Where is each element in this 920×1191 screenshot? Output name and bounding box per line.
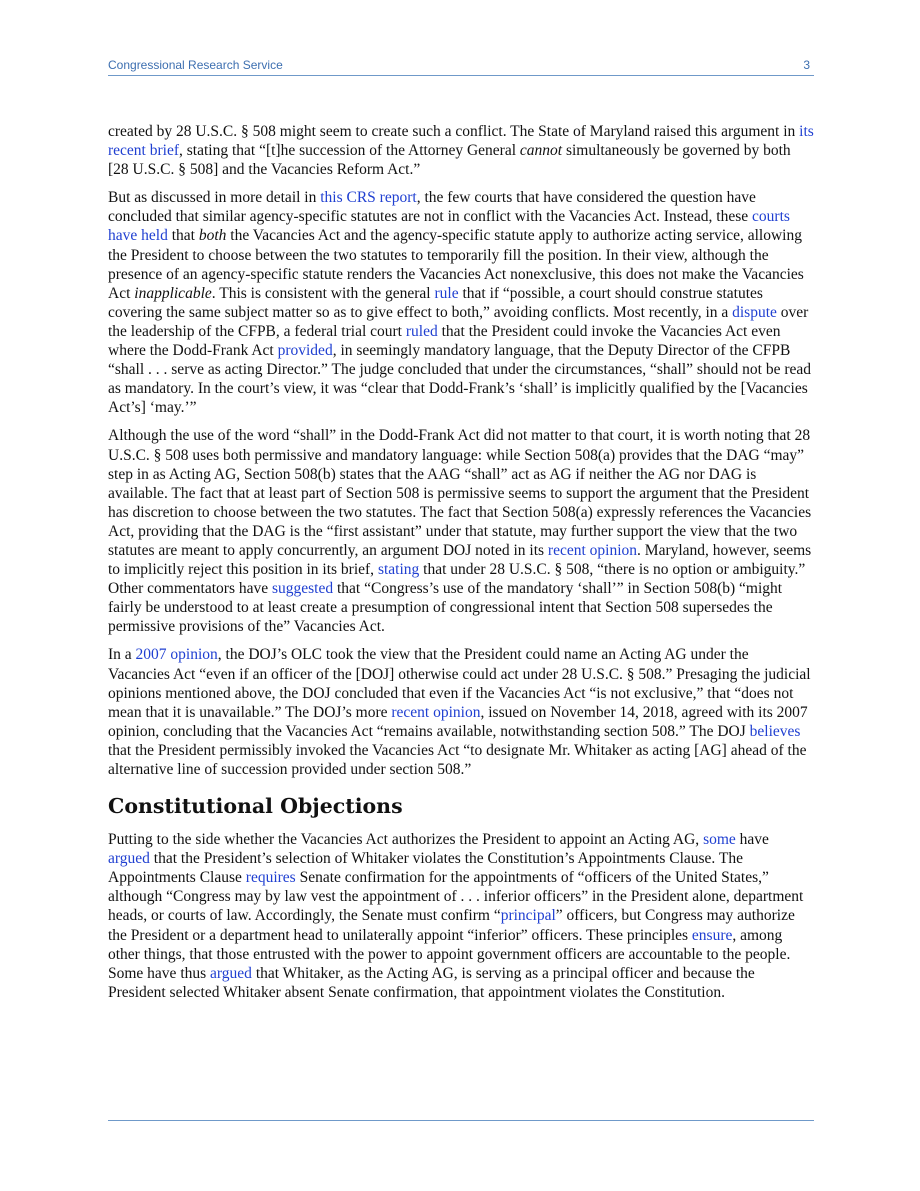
paragraph-text: created by 28 U.S.C. § 508 might seem to create such a conflict. The State of Maryland raised this argument in xyxy=(108,123,800,140)
emphasized-text: inapplicable xyxy=(134,284,212,302)
inline-link[interactable]: dispute xyxy=(732,303,777,321)
paragraph-text: that Whitaker, as the Acting AG, is serving as a principal officer and because the President selected Whitaker absent Senate confirmation, that appointment violates the Constitution. xyxy=(108,964,755,1001)
document-body xyxy=(108,122,814,1011)
paragraph-text: that the President’s selection of Whitaker violates the Constitution’s Appointments Clause. The Appointments Clause xyxy=(108,850,743,887)
emphasized-text: cannot xyxy=(519,142,563,160)
inline-link[interactable]: requires xyxy=(245,869,296,887)
paragraph-text: , in seemingly mandatory language, that the Deputy Director of the CFPB “shall . . . serve as acting Director.” The judge concluded that under the circumstances, “shall” should not be read as mandatory. In the court’s view, it was “clear that Dodd-Frank’s ‘shall’ is implicitly qualified by the [Vacancies Act’s] ‘may.’” xyxy=(108,342,811,417)
paragraph-text: , issued on November 14, 2018, agreed with its 2007 opinion, concluding that the Vacancies Act “remains available, notwithstanding section 508.” The DOJ xyxy=(108,703,808,740)
paragraph xyxy=(108,188,814,417)
inline-link[interactable]: rule xyxy=(434,284,459,302)
paragraph xyxy=(108,426,814,636)
inline-link[interactable]: ensure xyxy=(691,926,733,944)
inline-link[interactable]: this CRS report xyxy=(320,189,417,207)
section-heading: Constitutional Objections xyxy=(108,794,403,819)
footer-rule xyxy=(108,1120,814,1121)
paragraph xyxy=(108,830,814,1002)
emphasized-text: both xyxy=(198,227,227,245)
inline-link[interactable]: courts have held xyxy=(108,208,790,245)
paragraph-text: that xyxy=(167,227,199,245)
inline-link[interactable]: argued xyxy=(210,964,252,982)
paragraph-text: , the few courts that have considered the question have concluded that similar agency-specific statutes are not in conflict with the Vacancies Act. Instead, these xyxy=(108,189,756,226)
paragraph-text: that the President permissibly invoked the Vacancies Act “to designate Mr. Whitaker as acting [AG] ahead of the alternative line of succession provided under section 508.” xyxy=(108,741,807,778)
page-header xyxy=(108,58,814,76)
paragraph-text: Putting to the side whether the Vacancies Act authorizes the President to appoint an Acting AG, xyxy=(108,831,704,849)
inline-link[interactable]: principal xyxy=(500,907,556,925)
inline-link[interactable]: 2007 opinion xyxy=(135,646,218,664)
paragraph-text: , the DOJ’s OLC took the view that the President could name an Acting AG under the Vacancies Act “even if an officer of the [DOJ] otherwise could act under 28 U.S.C. § 508.” Presaging the judicial opinions mentioned above, the DOJ concluded that even if the Vacancies Act “is not exclusive,” that “does not mean that it is unavailable.” The DOJ’s more xyxy=(108,646,811,721)
header-page-number: 3 xyxy=(803,58,810,72)
paragraph-text: Senate confirmation for the appointments of “officers of the United States,” although “Congress may by law vest the appointment of . . . inferior officers” in the President alone, department heads, or courts of law. Accordingly, the Senate must confirm “ xyxy=(108,869,804,925)
inline-link[interactable]: stating xyxy=(377,561,420,579)
inline-link[interactable]: suggested xyxy=(271,580,334,598)
paragraph-text: But as discussed in more detail in xyxy=(108,189,321,207)
paragraph-text: . Maryland, however, seems to implicitly reject this position in its brief, xyxy=(108,541,812,579)
body-paragraphs xyxy=(108,122,814,779)
header-rule xyxy=(108,75,814,76)
section-paragraphs xyxy=(108,830,814,1002)
paragraph-text: that if “possible, a court should construe statutes covering the same subject matter so as to give effect to both,” avoiding conflicts. Most recently, in a xyxy=(108,284,763,321)
paragraph-text: In a xyxy=(108,646,136,664)
inline-link[interactable]: provided xyxy=(277,342,333,360)
inline-link[interactable]: ruled xyxy=(405,322,438,340)
paragraph-text: , stating that “[t]he succession of the Attorney General xyxy=(179,142,520,160)
inline-link[interactable]: recent opinion xyxy=(547,541,638,559)
header-organization: Congressional Research Service xyxy=(108,58,283,72)
paragraph-text: ” officers, but Congress may authorize the President or a department head to unilaterally appoint “inferior” officers. These principles xyxy=(108,907,795,944)
paragraph-text: the Vacancies Act and the agency-specific statute apply to authorize acting service, allowing the President to choose between the two statutes to temporarily fill the position. In their view, although the presence of an agency-specific statute renders the Vacancies Act nonexclusive, this does not make the Vacancies Act xyxy=(108,227,804,302)
paragraph-text: Although the use of the word “shall” in the Dodd-Frank Act did not matter to that court, it is worth noting that 28 U.S.C. § 508 uses both permissive and mandatory language: while Section 508(a) provides that the DAG “may” step in as Acting AG, Section 508(b) states that the AAG “shall” act as AG if neither the AG nor DAG is available. The fact that at least part of Section 508 is permissive seems to support the argument that the President has discretion to choose between the two statutes. The fact that Section 508(a) expressly references the Vacancies Act, providing that the DAG is the “first assistant” under that statute, may further support the view that the two statutes are meant to apply concurrently, an argument DOJ noted in its xyxy=(108,427,812,559)
paragraph-text: that the President could invoke the Vacancies Act even where the Dodd-Frank Act xyxy=(108,322,781,360)
paragraph-text: , among other things, that those entrusted with the power to appoint government officers are accountable to the people. Some have thus xyxy=(108,926,791,982)
paragraph-text: have xyxy=(735,831,769,849)
paragraph xyxy=(108,645,814,779)
paragraph-text: over the leadership of the CFPB, a federal trial court xyxy=(108,303,809,340)
inline-link[interactable]: believes xyxy=(749,722,801,740)
inline-link[interactable]: some xyxy=(703,831,736,849)
inline-link[interactable]: argued xyxy=(108,850,150,868)
inline-link[interactable]: its recent brief xyxy=(108,123,814,160)
paragraph-text: that under 28 U.S.C. § 508, “there is no option or ambiguity.” Other commentators have xyxy=(108,561,806,598)
paragraph-text: that “Congress’s use of the mandatory ‘shall’” in Section 508(b) “might fairly be understood to at least create a presumption of congressional intent that Section 508 supersedes the permissive provisions of the” Vacancies Act. xyxy=(108,580,783,636)
paragraph xyxy=(108,122,814,179)
inline-link[interactable]: recent opinion xyxy=(391,703,481,721)
paragraph-text: simultaneously be governed by both [28 U.S.C. § 508] and the Vacancies Reform Act.” xyxy=(108,142,791,179)
paragraph-text: . This is consistent with the general xyxy=(211,284,435,302)
